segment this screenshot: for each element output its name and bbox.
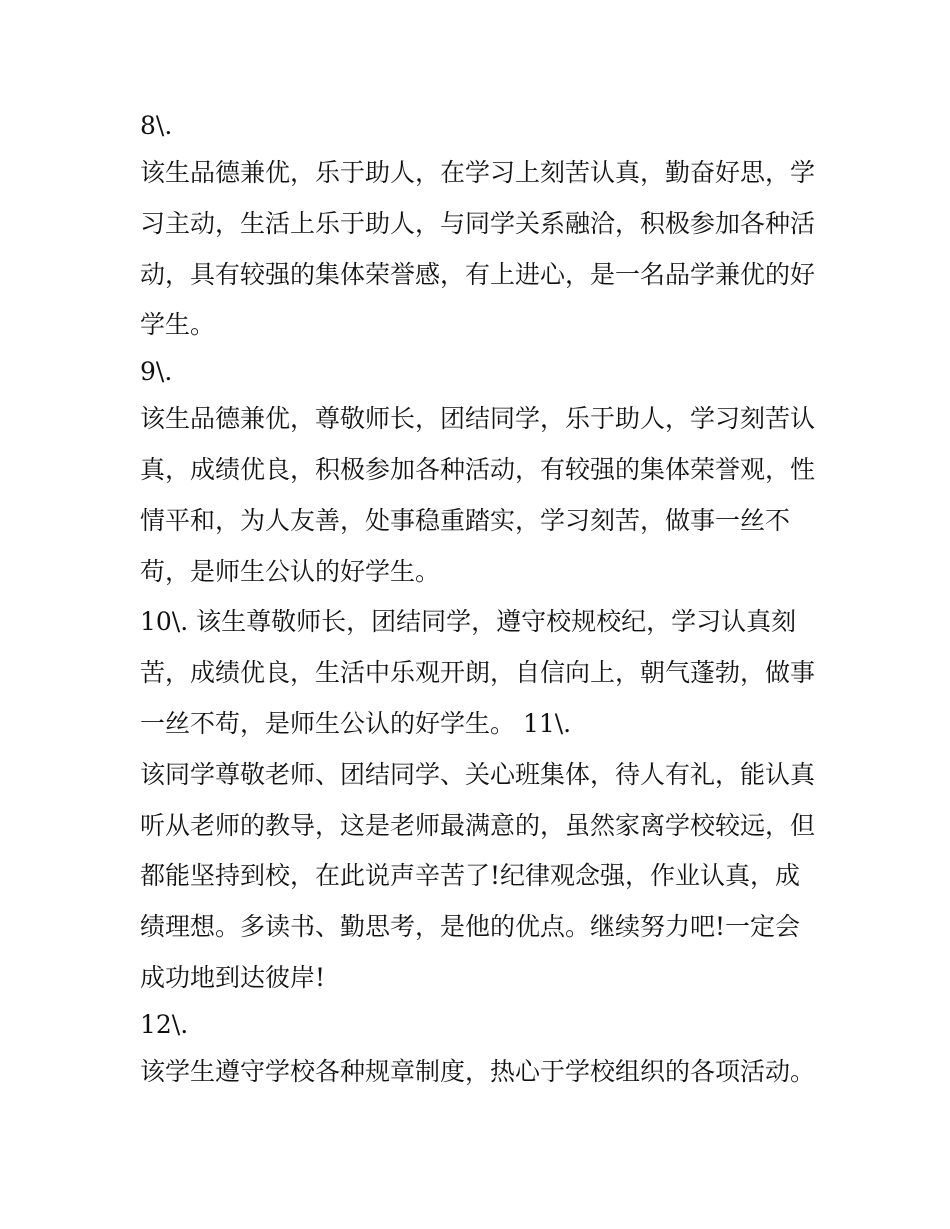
text-line: 听从老师的教导，这是老师最满意的，虽然家离学校较远，但	[140, 811, 816, 840]
item-number-8: 8\.	[140, 111, 173, 140]
item-number-9: 9\.	[140, 357, 173, 386]
text-line: 情平和，为人友善，处事稳重踏实，学习刻苦，做事一丝不	[140, 506, 791, 535]
text-line: 苦，成绩优良，生活中乐观开朗，自信向上，朝气蓬勃，做事	[140, 658, 816, 687]
text-line: 一丝不苟，是师生公认的好学生。 11\.	[140, 709, 572, 738]
text-line: 成功地到达彼岸!	[140, 963, 326, 992]
text-line: 动，具有较强的集体荣誉感，有上进心，是一名品学兼优的好	[140, 260, 816, 289]
text-line: 都能坚持到校，在此说声辛苦了!纪律观念强，作业认真，成	[140, 861, 801, 890]
text-line: 真，成绩优良，积极参加各种活动，有较强的集体荣誉观，性	[140, 455, 816, 484]
text-line: 该生品德兼优，乐于助人，在学习上刻苦认真，勤奋好思，学	[140, 158, 816, 187]
text-line: 该生品德兼优，尊敬师长，团结同学，乐于助人，学习刻苦认	[140, 404, 816, 433]
text-line: 该学生遵守学校各种规章制度，热心于学校组织的各项活动。	[140, 1057, 816, 1086]
text-line: 苟，是师生公认的好学生。	[140, 557, 441, 586]
text-line: 该同学尊敬老师、团结同学、关心班集体，待人有礼，能认真	[140, 760, 816, 789]
text-line: 绩理想。多读书、勤思考，是他的优点。继续努力吧!一定会	[140, 912, 801, 941]
text-line: 学生。	[140, 310, 216, 339]
item-number-12: 12\.	[140, 1010, 189, 1039]
item-number-10-line: 10\. 该生尊敬师长，团结同学，遵守校规校纪，学习认真刻	[140, 607, 797, 636]
text-line: 习主动，生活上乐于助人，与同学关系融洽，积极参加各种活	[140, 209, 816, 238]
